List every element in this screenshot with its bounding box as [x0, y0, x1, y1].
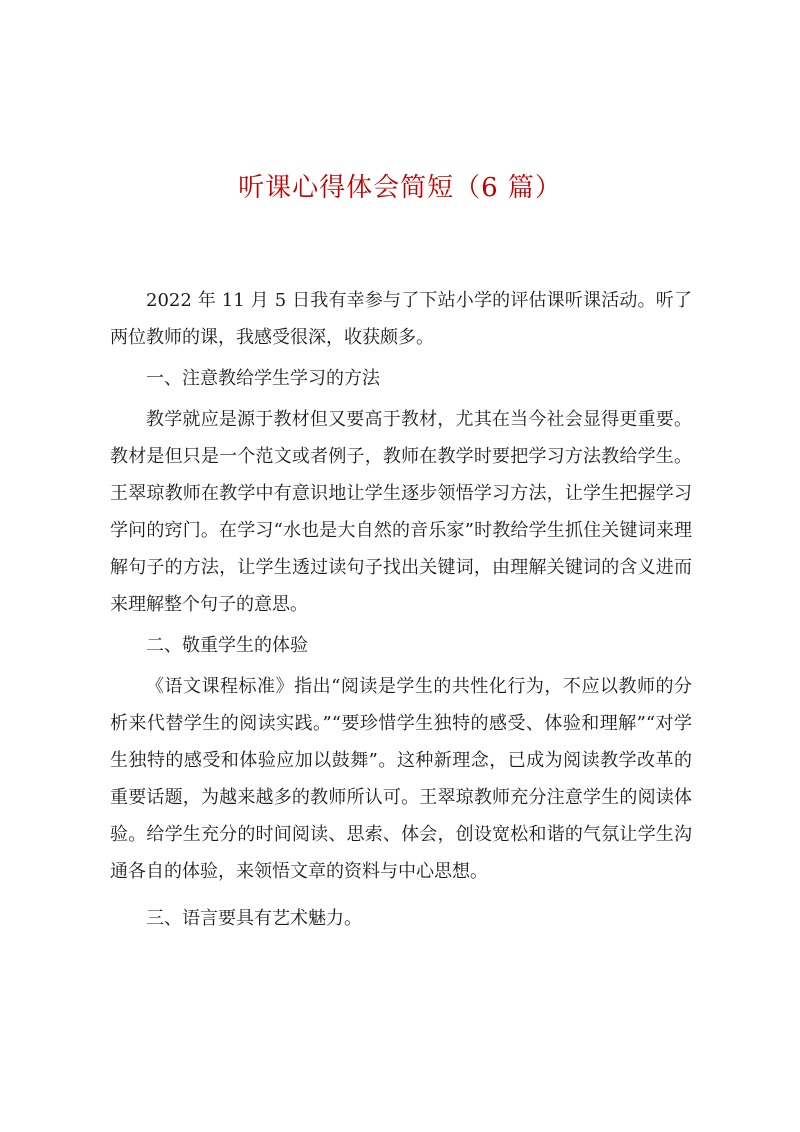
- section-heading-2: 二、敬重学生的体验: [146, 635, 308, 656]
- section-paragraph-1: 教学就应是源于教材但又要高于教材，尤其在当今社会显得更重要。教材是但只是一个范文或者例子，教师在教学时要把学习方法教给学生。王翠琼教师在教学中有意识地让学生逐步领悟学习方法，让学生把握学习学问的窍门。在学习“水也是大自然的音乐家”时教给学生抓住关键词来理解句子的方法，让学生透过读句子找出关键词，由理解关键词的含义进而来理解整个句子的意思。: [110, 409, 692, 615]
- document-body: [110, 282, 692, 937]
- document-title: 听课心得体会简短（6 篇）: [238, 173, 562, 203]
- section-heading-3: 三、语言要具有艺术魅力。: [146, 908, 362, 929]
- intro-paragraph: 2022 年 11 月 5 日我有幸参与了下站小学的评估课听课活动。听了两位教师的课，我感受很深，收获颇多。: [110, 290, 692, 348]
- section-paragraph-2: 《语文课程标准》指出“阅读是学生的共性化行为，不应以教师的分析来代替学生的阅读实践。”“要珍惜学生独特的感受、体验和理解”“对学生独特的感受和体验应加以鼓舞”。这种新理念，已成为阅读教学改革的重要话题，为越来越多的教师所认可。王翠琼教师充分注意学生的阅读体验。给学生充分的时间阅读、思索、体会，创设宽松和谐的气氛让学生沟通各自的体验，来领悟文章的资料与中心思想。: [110, 676, 692, 882]
- section-heading-1: 一、注意教给学生学习的方法: [146, 368, 380, 389]
